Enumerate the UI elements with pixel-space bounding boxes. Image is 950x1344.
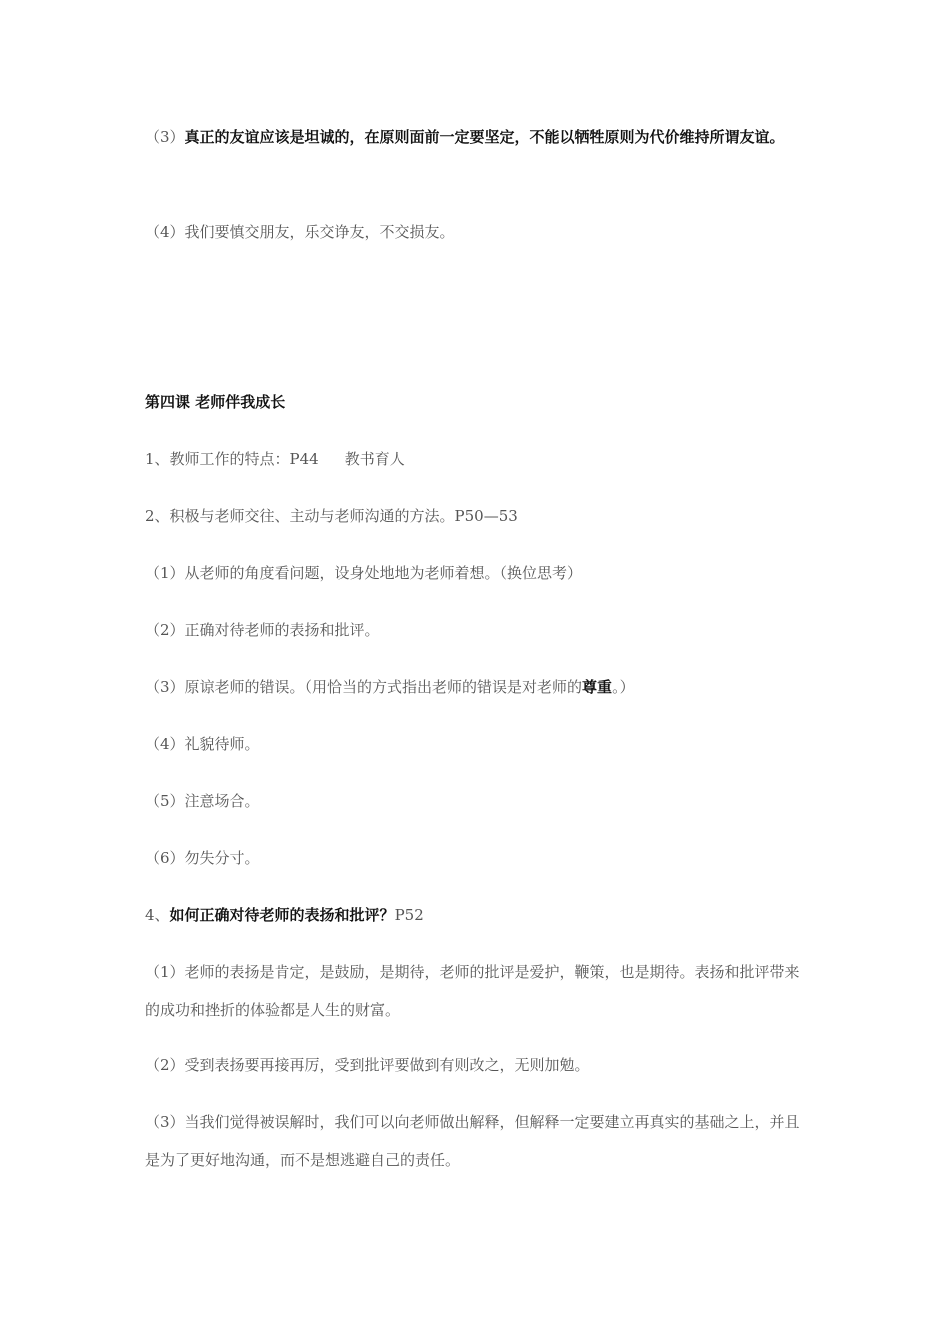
item-text-end: 。） [612,678,635,696]
friendship-item-4: （4）我们要慎交朋友，乐交诤友，不交损友。 [145,223,455,241]
question-2: 2、积极与老师交往、主动与老师沟通的方法。P50—53 [145,507,518,525]
item-emphasis: 尊重 [582,678,613,696]
question-2-item [145,668,810,706]
question-4-ref: P52 [394,906,424,924]
question-2-item: （4）礼貌待师。 [145,735,260,753]
question-4-text: 如何正确对待老师的表扬和批评？ [169,906,395,924]
question-4-number: 4、 [145,906,170,924]
question-1 [145,440,810,478]
question-2-item: （5）注意场合。 [145,792,260,810]
question-4-item: （2）受到表扬要再接再厉，受到批评要做到有则改之，无则加勉。 [145,1056,590,1074]
question-1-answer: 教书育人 [344,450,405,468]
question-2-item: （6）勿失分寸。 [145,849,260,867]
question-2-item: （1）从老师的角度看问题，设身处地地为老师着想。（换位思考） [145,564,583,582]
lesson-title: 第四课 老师伴我成长 [145,393,286,411]
question-4-item: （1）老师的表扬是肯定，是鼓励，是期待，老师的批评是爱护，鞭策，也是期待。表扬和批评带来的成功和挫折的体验都是人生的财富。 [145,963,800,1019]
item-text: 真正的友谊应该是坦诚的，在原则面前一定要坚定，不能以牺牲原则为代价维持所谓友谊。 [184,128,785,146]
friendship-item-3 [145,118,810,156]
question-4-item: （3）当我们觉得被误解时，我们可以向老师做出解释，但解释一定要建立再真实的基础之上，并且是为了更好地沟通，而不是想逃避自己的责任。 [145,1113,800,1169]
item-number: （3） [145,128,185,146]
question-2-item: （2）正确对待老师的表扬和批评。 [145,621,380,639]
question-1-text: 1、教师工作的特点：P44 [145,450,319,468]
question-4 [145,896,810,934]
item-text: （3）原谅老师的错误。（用恰当的方式指出老师的错误是对老师的 [145,678,583,696]
